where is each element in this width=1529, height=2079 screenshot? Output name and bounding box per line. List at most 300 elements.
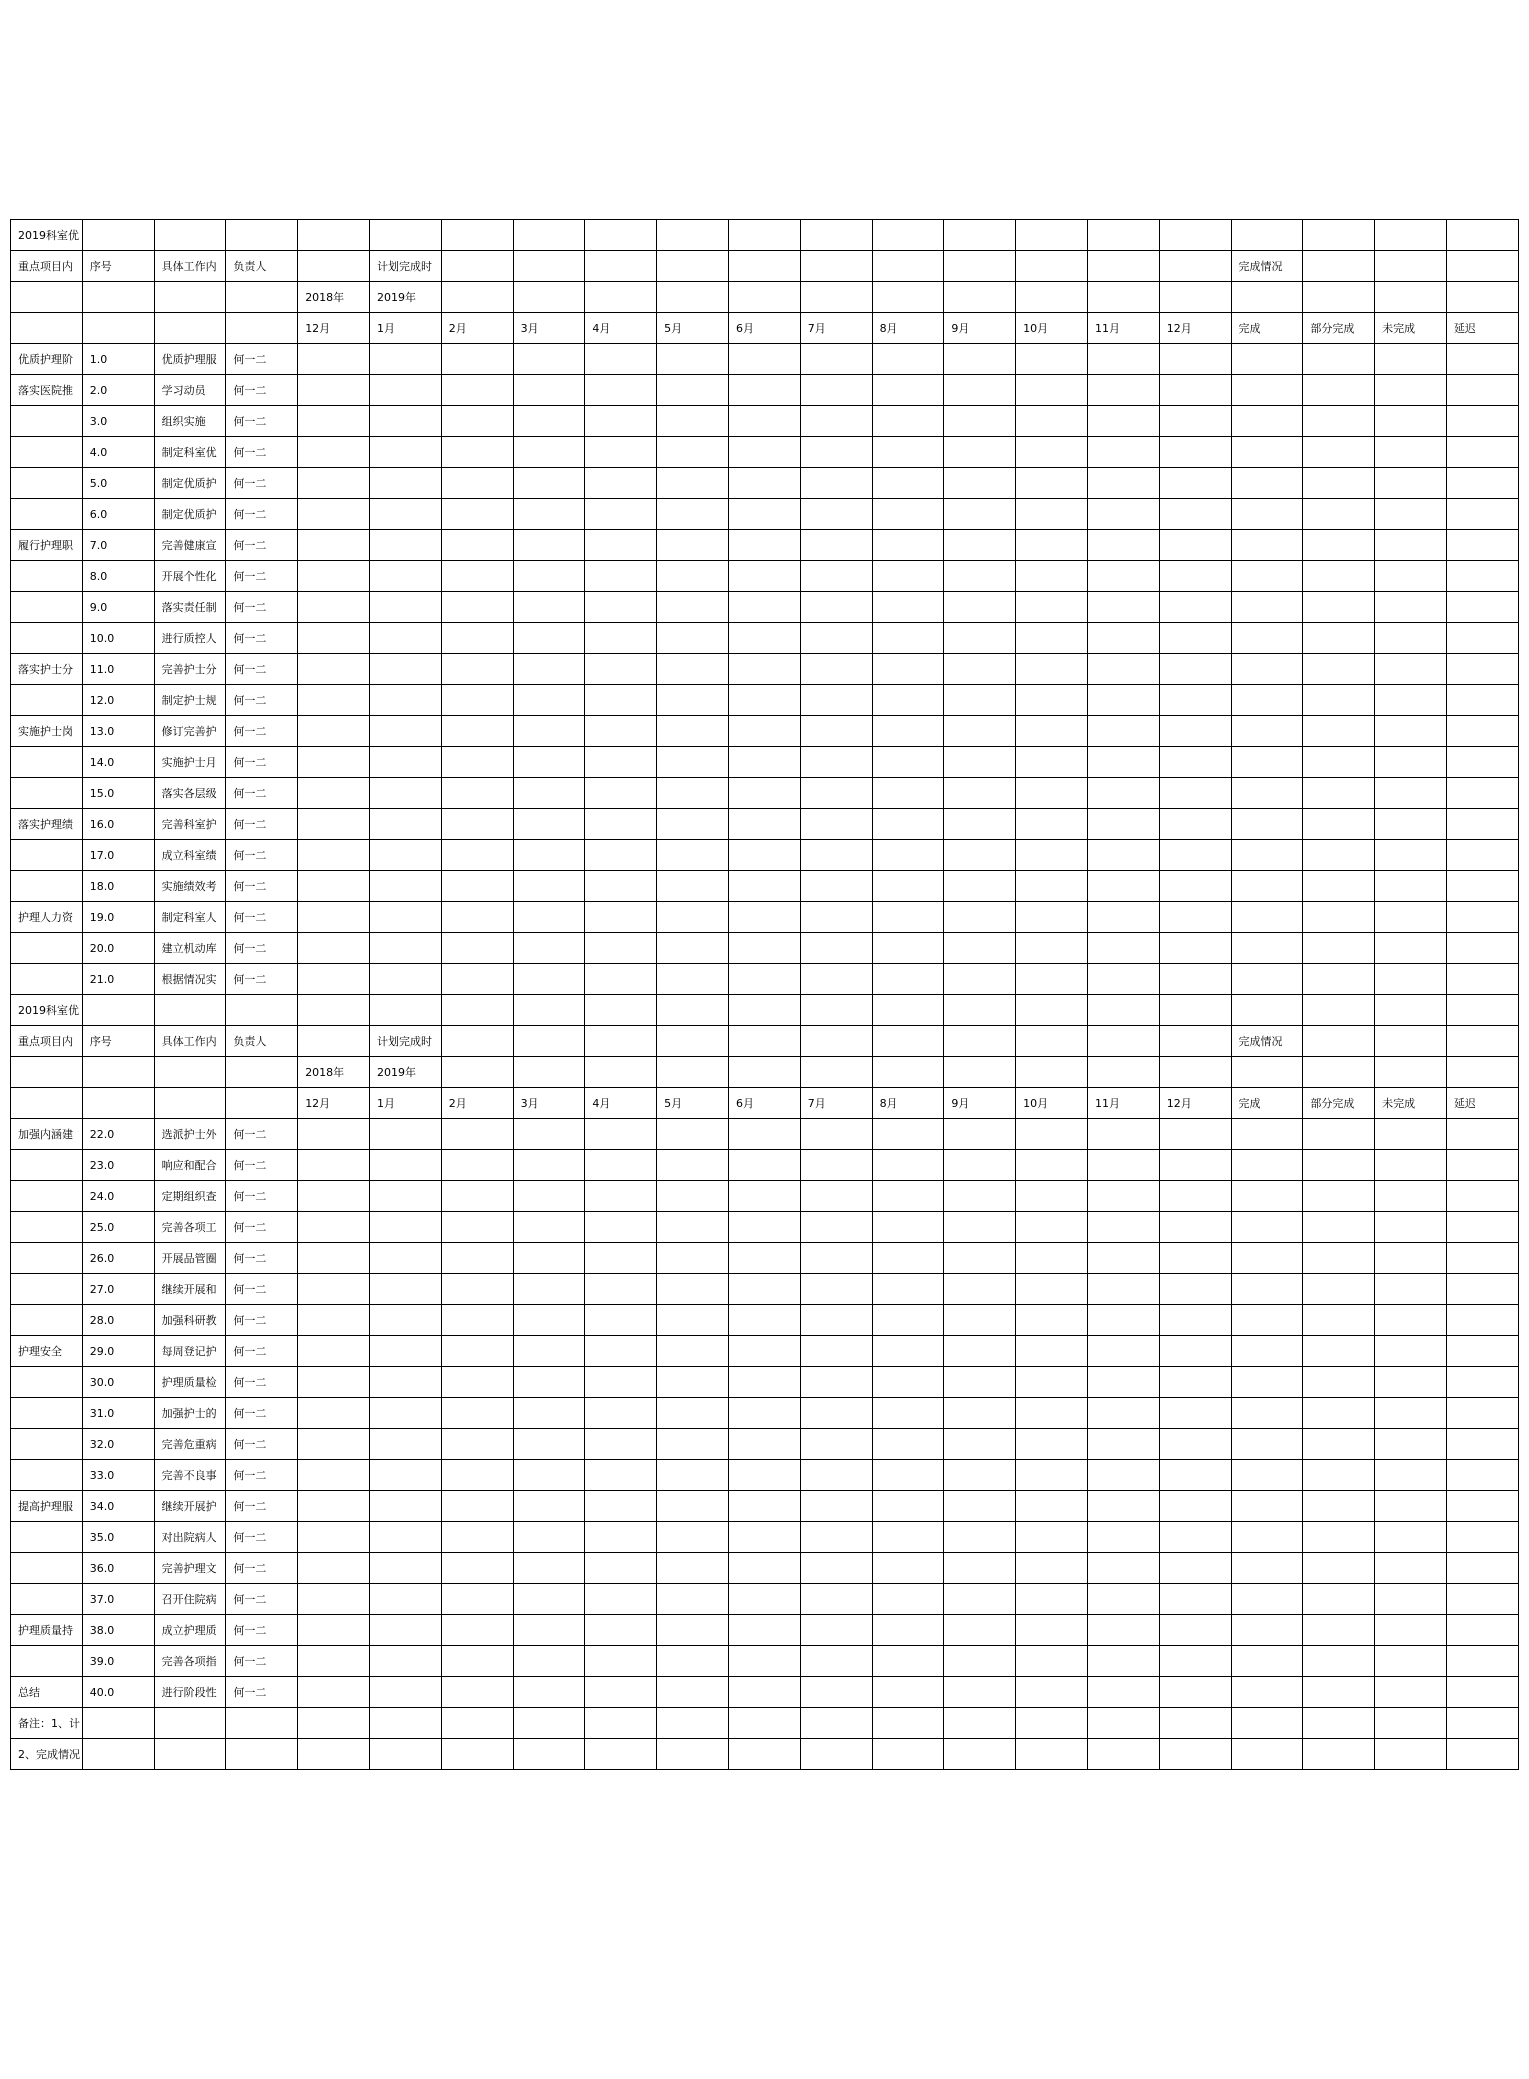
empty-cell[interactable]: [1087, 1336, 1159, 1367]
empty-cell[interactable]: [1375, 499, 1447, 530]
empty-cell[interactable]: [585, 1243, 657, 1274]
empty-cell[interactable]: [1375, 1181, 1447, 1212]
empty-cell[interactable]: [513, 1243, 585, 1274]
empty-cell[interactable]: [728, 1646, 800, 1677]
empty-cell[interactable]: [944, 437, 1016, 468]
empty-cell[interactable]: [872, 1119, 944, 1150]
empty-cell[interactable]: [585, 1398, 657, 1429]
empty-cell[interactable]: [441, 1243, 513, 1274]
empty-cell[interactable]: [657, 685, 729, 716]
owner-name[interactable]: 何一二: [226, 1305, 298, 1336]
empty-cell[interactable]: [657, 871, 729, 902]
empty-cell[interactable]: [1016, 1398, 1088, 1429]
empty-cell[interactable]: [369, 1460, 441, 1491]
empty-cell[interactable]: [1303, 840, 1375, 871]
empty-cell[interactable]: [1446, 1026, 1518, 1057]
project-item[interactable]: [11, 964, 83, 995]
project-item[interactable]: [11, 778, 83, 809]
empty-cell[interactable]: [1231, 1119, 1303, 1150]
empty-cell[interactable]: [1087, 1305, 1159, 1336]
empty-cell[interactable]: [1303, 437, 1375, 468]
empty-cell[interactable]: [441, 995, 513, 1026]
empty-cell[interactable]: [369, 871, 441, 902]
task-description[interactable]: 优质护理服: [154, 344, 226, 375]
empty-cell[interactable]: [1303, 1398, 1375, 1429]
empty-cell[interactable]: [1375, 1119, 1447, 1150]
empty-cell[interactable]: [1375, 592, 1447, 623]
empty-cell[interactable]: [1231, 375, 1303, 406]
empty-cell[interactable]: [441, 1491, 513, 1522]
empty-cell[interactable]: [585, 1119, 657, 1150]
empty-cell[interactable]: [1446, 716, 1518, 747]
empty-cell[interactable]: [1087, 437, 1159, 468]
empty-cell[interactable]: [728, 1336, 800, 1367]
empty-cell[interactable]: [369, 1615, 441, 1646]
seq-number[interactable]: 22.0: [82, 1119, 154, 1150]
empty-cell[interactable]: [226, 1708, 298, 1739]
empty-cell[interactable]: [872, 778, 944, 809]
empty-cell[interactable]: [1303, 1026, 1375, 1057]
seq-number[interactable]: 30.0: [82, 1367, 154, 1398]
empty-cell[interactable]: [1159, 1460, 1231, 1491]
empty-cell[interactable]: [298, 778, 370, 809]
owner-name[interactable]: 何一二: [226, 809, 298, 840]
empty-cell[interactable]: [1016, 437, 1088, 468]
empty-cell[interactable]: [513, 592, 585, 623]
empty-cell[interactable]: [585, 1615, 657, 1646]
empty-cell[interactable]: [369, 902, 441, 933]
empty-cell[interactable]: [1375, 1212, 1447, 1243]
owner-name[interactable]: 何一二: [226, 933, 298, 964]
empty-cell[interactable]: [513, 1398, 585, 1429]
empty-cell[interactable]: [1303, 561, 1375, 592]
empty-cell[interactable]: [585, 809, 657, 840]
task-description[interactable]: 完善各项工: [154, 1212, 226, 1243]
empty-cell[interactable]: [1375, 468, 1447, 499]
empty-cell[interactable]: [728, 344, 800, 375]
empty-cell[interactable]: [1303, 995, 1375, 1026]
empty-cell[interactable]: [513, 1646, 585, 1677]
seq-number[interactable]: 5.0: [82, 468, 154, 499]
month-header[interactable]: 10月: [1016, 1088, 1088, 1119]
empty-cell[interactable]: [513, 1429, 585, 1460]
empty-cell[interactable]: [657, 406, 729, 437]
empty-cell[interactable]: [1446, 1181, 1518, 1212]
empty-cell[interactable]: [800, 220, 872, 251]
empty-cell[interactable]: [1087, 1057, 1159, 1088]
empty-cell[interactable]: [657, 995, 729, 1026]
empty-cell[interactable]: [513, 530, 585, 561]
empty-cell[interactable]: [441, 1739, 513, 1770]
empty-cell[interactable]: [1303, 344, 1375, 375]
empty-cell[interactable]: [1375, 220, 1447, 251]
empty-cell[interactable]: [1231, 468, 1303, 499]
empty-cell[interactable]: [1016, 1615, 1088, 1646]
status-header[interactable]: 完成: [1231, 1088, 1303, 1119]
empty-cell[interactable]: [1231, 1336, 1303, 1367]
empty-cell[interactable]: [513, 654, 585, 685]
seq-number[interactable]: 6.0: [82, 499, 154, 530]
empty-cell[interactable]: [944, 1119, 1016, 1150]
empty-cell[interactable]: [1303, 1181, 1375, 1212]
empty-cell[interactable]: [944, 623, 1016, 654]
empty-cell[interactable]: [944, 871, 1016, 902]
empty-cell[interactable]: [657, 654, 729, 685]
owner-name[interactable]: 何一二: [226, 499, 298, 530]
owner-name[interactable]: 何一二: [226, 1119, 298, 1150]
empty-cell[interactable]: [1159, 282, 1231, 313]
empty-cell[interactable]: [1375, 1150, 1447, 1181]
empty-cell[interactable]: [872, 406, 944, 437]
empty-cell[interactable]: [1087, 220, 1159, 251]
empty-cell[interactable]: [1446, 1243, 1518, 1274]
empty-cell[interactable]: [441, 1677, 513, 1708]
task-description[interactable]: 完善护士分: [154, 654, 226, 685]
month-header[interactable]: 12月: [298, 313, 370, 344]
empty-cell[interactable]: [298, 1398, 370, 1429]
empty-cell[interactable]: [657, 1584, 729, 1615]
empty-cell[interactable]: [369, 375, 441, 406]
empty-cell[interactable]: [872, 1181, 944, 1212]
seq-number[interactable]: 23.0: [82, 1150, 154, 1181]
empty-cell[interactable]: [1231, 809, 1303, 840]
empty-cell[interactable]: [1159, 592, 1231, 623]
seq-number[interactable]: 15.0: [82, 778, 154, 809]
empty-cell[interactable]: [800, 1646, 872, 1677]
empty-cell[interactable]: [1446, 995, 1518, 1026]
empty-cell[interactable]: [1087, 716, 1159, 747]
empty-cell[interactable]: [585, 685, 657, 716]
empty-cell[interactable]: [1087, 902, 1159, 933]
empty-cell[interactable]: [1303, 1708, 1375, 1739]
month-header[interactable]: 6月: [728, 313, 800, 344]
empty-cell[interactable]: [1303, 623, 1375, 654]
empty-cell[interactable]: [1303, 1212, 1375, 1243]
empty-cell[interactable]: [513, 1181, 585, 1212]
empty-cell[interactable]: [872, 592, 944, 623]
seq-number[interactable]: 27.0: [82, 1274, 154, 1305]
empty-cell[interactable]: [728, 1491, 800, 1522]
project-item[interactable]: [11, 561, 83, 592]
owner-name[interactable]: 何一二: [226, 1584, 298, 1615]
header-seq[interactable]: 序号: [82, 251, 154, 282]
empty-cell[interactable]: [369, 1274, 441, 1305]
empty-cell[interactable]: [1303, 1460, 1375, 1491]
empty-cell[interactable]: [1016, 1336, 1088, 1367]
empty-cell[interactable]: [441, 623, 513, 654]
project-item[interactable]: 落实医院推: [11, 375, 83, 406]
empty-cell[interactable]: [441, 468, 513, 499]
empty-cell[interactable]: [1159, 654, 1231, 685]
empty-cell[interactable]: [1446, 251, 1518, 282]
empty-cell[interactable]: [369, 964, 441, 995]
empty-cell[interactable]: [585, 1150, 657, 1181]
empty-cell[interactable]: [1159, 1429, 1231, 1460]
empty-cell[interactable]: [441, 933, 513, 964]
empty-cell[interactable]: [872, 220, 944, 251]
empty-cell[interactable]: [1087, 1398, 1159, 1429]
seq-number[interactable]: 28.0: [82, 1305, 154, 1336]
empty-cell[interactable]: [82, 1057, 154, 1088]
empty-cell[interactable]: [369, 1181, 441, 1212]
task-description[interactable]: 继续开展护: [154, 1491, 226, 1522]
empty-cell[interactable]: [513, 1491, 585, 1522]
empty-cell[interactable]: [657, 592, 729, 623]
task-description[interactable]: 制定科室优: [154, 437, 226, 468]
empty-cell[interactable]: [1231, 1429, 1303, 1460]
empty-cell[interactable]: [944, 282, 1016, 313]
empty-cell[interactable]: [369, 468, 441, 499]
empty-cell[interactable]: [298, 716, 370, 747]
empty-cell[interactable]: [657, 778, 729, 809]
empty-cell[interactable]: [585, 251, 657, 282]
empty-cell[interactable]: [657, 1150, 729, 1181]
empty-cell[interactable]: [1159, 530, 1231, 561]
project-item[interactable]: [11, 685, 83, 716]
empty-cell[interactable]: [1375, 809, 1447, 840]
empty-cell[interactable]: [513, 1150, 585, 1181]
empty-cell[interactable]: [369, 1305, 441, 1336]
empty-cell[interactable]: [944, 1491, 1016, 1522]
empty-cell[interactable]: [441, 344, 513, 375]
empty-cell[interactable]: [1016, 1243, 1088, 1274]
empty-cell[interactable]: [1446, 778, 1518, 809]
empty-cell[interactable]: [513, 1584, 585, 1615]
empty-cell[interactable]: [513, 1615, 585, 1646]
empty-cell[interactable]: [1303, 499, 1375, 530]
empty-cell[interactable]: [944, 1305, 1016, 1336]
empty-cell[interactable]: [800, 1491, 872, 1522]
seq-number[interactable]: 39.0: [82, 1646, 154, 1677]
empty-cell[interactable]: [1087, 1677, 1159, 1708]
empty-cell[interactable]: [1231, 716, 1303, 747]
empty-cell[interactable]: [800, 1615, 872, 1646]
empty-cell[interactable]: [944, 964, 1016, 995]
empty-cell[interactable]: [800, 1739, 872, 1770]
task-description[interactable]: 护理质量检: [154, 1367, 226, 1398]
empty-cell[interactable]: [728, 220, 800, 251]
empty-cell[interactable]: [441, 1119, 513, 1150]
empty-cell[interactable]: [441, 1708, 513, 1739]
owner-name[interactable]: 何一二: [226, 716, 298, 747]
empty-cell[interactable]: [441, 220, 513, 251]
empty-cell[interactable]: [1016, 468, 1088, 499]
empty-cell[interactable]: [369, 1119, 441, 1150]
empty-cell[interactable]: [11, 1088, 83, 1119]
empty-cell[interactable]: [298, 561, 370, 592]
empty-cell[interactable]: [513, 468, 585, 499]
empty-cell[interactable]: [1159, 1708, 1231, 1739]
task-description[interactable]: 建立机动库: [154, 933, 226, 964]
empty-cell[interactable]: [872, 282, 944, 313]
empty-cell[interactable]: [513, 840, 585, 871]
empty-cell[interactable]: [1446, 437, 1518, 468]
empty-cell[interactable]: [1159, 437, 1231, 468]
project-item[interactable]: 履行护理职: [11, 530, 83, 561]
month-header[interactable]: 1月: [369, 313, 441, 344]
owner-name[interactable]: 何一二: [226, 530, 298, 561]
empty-cell[interactable]: [944, 747, 1016, 778]
empty-cell[interactable]: [298, 902, 370, 933]
empty-cell[interactable]: [585, 871, 657, 902]
empty-cell[interactable]: [1303, 747, 1375, 778]
empty-cell[interactable]: [1303, 1119, 1375, 1150]
empty-cell[interactable]: [1231, 1677, 1303, 1708]
empty-cell[interactable]: [1375, 375, 1447, 406]
empty-cell[interactable]: [728, 1367, 800, 1398]
empty-cell[interactable]: [369, 437, 441, 468]
empty-cell[interactable]: [657, 1305, 729, 1336]
empty-cell[interactable]: [1303, 1150, 1375, 1181]
empty-cell[interactable]: [872, 1057, 944, 1088]
empty-cell[interactable]: [800, 1274, 872, 1305]
empty-cell[interactable]: [1303, 1553, 1375, 1584]
empty-cell[interactable]: [1087, 1429, 1159, 1460]
empty-cell[interactable]: [872, 1615, 944, 1646]
empty-cell[interactable]: [728, 530, 800, 561]
empty-cell[interactable]: [800, 778, 872, 809]
owner-name[interactable]: 何一二: [226, 1553, 298, 1584]
empty-cell[interactable]: [800, 1119, 872, 1150]
empty-cell[interactable]: [1159, 1615, 1231, 1646]
empty-cell[interactable]: [1375, 1491, 1447, 1522]
empty-cell[interactable]: [1159, 1057, 1231, 1088]
empty-cell[interactable]: [728, 499, 800, 530]
empty-cell[interactable]: [441, 499, 513, 530]
empty-cell[interactable]: [728, 716, 800, 747]
empty-cell[interactable]: [513, 809, 585, 840]
empty-cell[interactable]: [1016, 499, 1088, 530]
empty-cell[interactable]: [441, 1615, 513, 1646]
empty-cell[interactable]: [1446, 654, 1518, 685]
empty-cell[interactable]: [1016, 1026, 1088, 1057]
empty-cell[interactable]: [872, 1739, 944, 1770]
empty-cell[interactable]: [585, 1460, 657, 1491]
empty-cell[interactable]: [1303, 375, 1375, 406]
owner-name[interactable]: 何一二: [226, 871, 298, 902]
empty-cell[interactable]: [657, 251, 729, 282]
empty-cell[interactable]: [1087, 1150, 1159, 1181]
empty-cell[interactable]: [1446, 1057, 1518, 1088]
empty-cell[interactable]: [728, 623, 800, 654]
empty-cell[interactable]: [1159, 1212, 1231, 1243]
empty-cell[interactable]: [441, 1553, 513, 1584]
empty-cell[interactable]: [369, 1212, 441, 1243]
empty-cell[interactable]: [1159, 1119, 1231, 1150]
empty-cell[interactable]: [800, 840, 872, 871]
empty-cell[interactable]: [872, 530, 944, 561]
empty-cell[interactable]: [872, 995, 944, 1026]
seq-number[interactable]: 4.0: [82, 437, 154, 468]
empty-cell[interactable]: [1087, 995, 1159, 1026]
empty-cell[interactable]: [1375, 778, 1447, 809]
month-header[interactable]: 9月: [944, 1088, 1016, 1119]
seq-number[interactable]: 21.0: [82, 964, 154, 995]
seq-number[interactable]: 36.0: [82, 1553, 154, 1584]
empty-cell[interactable]: [944, 1026, 1016, 1057]
empty-cell[interactable]: [369, 809, 441, 840]
empty-cell[interactable]: [1446, 809, 1518, 840]
empty-cell[interactable]: [872, 1274, 944, 1305]
seq-number[interactable]: 24.0: [82, 1181, 154, 1212]
empty-cell[interactable]: [800, 1212, 872, 1243]
empty-cell[interactable]: [728, 685, 800, 716]
empty-cell[interactable]: [1303, 1429, 1375, 1460]
empty-cell[interactable]: [728, 902, 800, 933]
empty-cell[interactable]: [1231, 406, 1303, 437]
empty-cell[interactable]: [298, 499, 370, 530]
empty-cell[interactable]: [1446, 1367, 1518, 1398]
empty-cell[interactable]: [1231, 1584, 1303, 1615]
month-header[interactable]: 12月: [298, 1088, 370, 1119]
seq-number[interactable]: 34.0: [82, 1491, 154, 1522]
empty-cell[interactable]: [1159, 561, 1231, 592]
empty-cell[interactable]: [1159, 685, 1231, 716]
empty-cell[interactable]: [944, 1739, 1016, 1770]
empty-cell[interactable]: [585, 995, 657, 1026]
empty-cell[interactable]: [1159, 1274, 1231, 1305]
empty-cell[interactable]: [872, 1367, 944, 1398]
empty-cell[interactable]: [872, 1522, 944, 1553]
empty-cell[interactable]: [369, 530, 441, 561]
empty-cell[interactable]: [944, 1429, 1016, 1460]
empty-cell[interactable]: [872, 1243, 944, 1274]
task-description[interactable]: 实施绩效考: [154, 871, 226, 902]
empty-cell[interactable]: [441, 1336, 513, 1367]
empty-cell[interactable]: [944, 530, 1016, 561]
empty-cell[interactable]: [800, 1026, 872, 1057]
empty-cell[interactable]: [513, 964, 585, 995]
empty-cell[interactable]: [728, 561, 800, 592]
empty-cell[interactable]: [298, 1646, 370, 1677]
empty-cell[interactable]: [513, 623, 585, 654]
empty-cell[interactable]: [944, 902, 1016, 933]
owner-name[interactable]: 何一二: [226, 1336, 298, 1367]
month-header[interactable]: 7月: [800, 1088, 872, 1119]
seq-number[interactable]: 3.0: [82, 406, 154, 437]
project-item[interactable]: [11, 1553, 83, 1584]
empty-cell[interactable]: [369, 1646, 441, 1677]
task-description[interactable]: 成立科室绩: [154, 840, 226, 871]
empty-cell[interactable]: [1303, 1305, 1375, 1336]
empty-cell[interactable]: [1016, 1367, 1088, 1398]
status-header[interactable]: 完成: [1231, 313, 1303, 344]
empty-cell[interactable]: [513, 716, 585, 747]
empty-cell[interactable]: [298, 809, 370, 840]
empty-cell[interactable]: [1231, 995, 1303, 1026]
empty-cell[interactable]: [369, 1150, 441, 1181]
project-item[interactable]: [11, 1646, 83, 1677]
empty-cell[interactable]: [657, 747, 729, 778]
empty-cell[interactable]: [728, 995, 800, 1026]
empty-cell[interactable]: [1231, 1150, 1303, 1181]
empty-cell[interactable]: [728, 1150, 800, 1181]
project-item[interactable]: 护理人力资: [11, 902, 83, 933]
empty-cell[interactable]: [728, 1398, 800, 1429]
empty-cell[interactable]: [585, 1553, 657, 1584]
empty-cell[interactable]: [1159, 840, 1231, 871]
empty-cell[interactable]: [1016, 406, 1088, 437]
empty-cell[interactable]: [1231, 1522, 1303, 1553]
empty-cell[interactable]: [1087, 344, 1159, 375]
empty-cell[interactable]: [800, 1677, 872, 1708]
seq-number[interactable]: 1.0: [82, 344, 154, 375]
task-description[interactable]: 定期组织查: [154, 1181, 226, 1212]
empty-cell[interactable]: [513, 499, 585, 530]
empty-cell[interactable]: [728, 1243, 800, 1274]
empty-cell[interactable]: [657, 1708, 729, 1739]
empty-cell[interactable]: [1375, 685, 1447, 716]
